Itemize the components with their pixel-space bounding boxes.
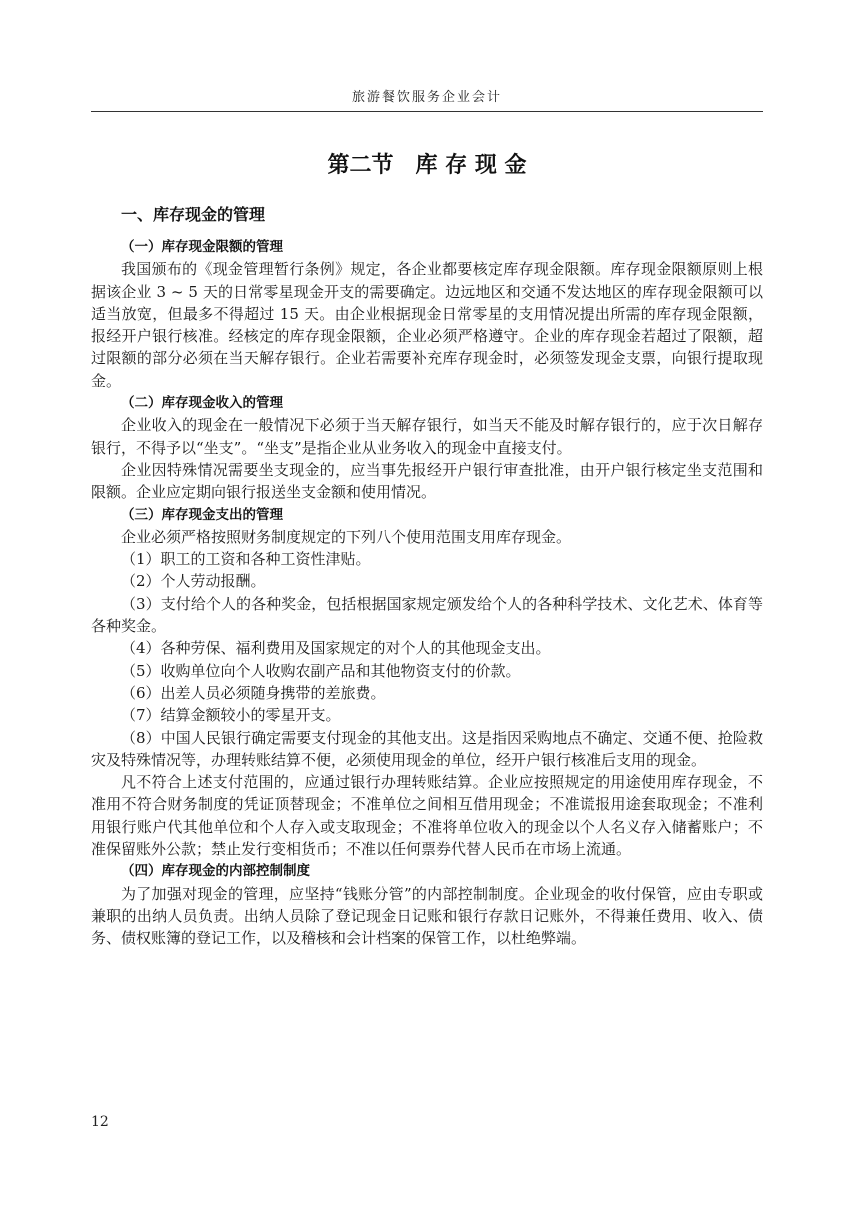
list-item: （4）各种劳保、福利费用及国家规定的对个人的其他现金支出。: [121, 639, 551, 658]
section-title: [91, 148, 763, 179]
paragraph: 凡不符合上述支付范围的，应通过银行办理转账结算。企业应按照规定的用途使用库存现金，不准用不符合财务制度的凭证顶替现金；不准单位之间相互借用现金；不准谎报用途套取现金；不准利用银行账户代其他单位和个人存入或支取现金；不准将单位收入的现金以个人名义存入储蓄账户；不准保留账外公款；禁止发行变相货币；不准以任何票券代替人民币在市场上流通。: [91, 773, 763, 859]
list-item: （5）收购单位向个人收购农副产品和其他物资支付的价款。: [121, 661, 521, 680]
section-name: 库 存 现 金: [415, 153, 527, 178]
subheading-cash-receipts: （二）库存现金收入的管理: [121, 395, 283, 412]
body-text: [91, 236, 763, 950]
subheading-cash-payments: （三）库存现金支出的管理: [121, 506, 283, 523]
list-item: （6）出差人员必须随身携带的差旅费。: [121, 683, 386, 702]
header-rule: [91, 111, 763, 112]
subheading-internal-control: （四）库存现金的内部控制制度: [121, 863, 310, 880]
paragraph: 企业收入的现金在一般情况下必须于当天解存银行，如当天不能及时解存银行的，应于次日解存银行，不得予以“坐支”。“坐支”是指企业从业务收入的现金中直接支付。: [91, 416, 763, 457]
running-header: 旅游餐饮服务企业会计: [351, 90, 502, 105]
list-item: （8）中国人民银行确定需要支付现金的其他支出。这是指因采购地点不确定、交通不便、抢险救灾及特殊情况等，办理转账结算不便，必须使用现金的单位，经开户银行核准后支用的现金。: [91, 728, 763, 769]
list-item: （1）职工的工资和各种工资性津贴。: [121, 550, 371, 569]
section-number: 第二节: [327, 153, 394, 178]
paragraph: 企业必须严格按照财务制度规定的下列八个使用范围支用库存现金。: [121, 527, 572, 546]
paragraph: 为了加强对现金的管理，应坚持“钱账分管”的内部控制制度。企业现金的收付保管，应由专职或兼职的出纳人员负责。出纳人员除了登记现金日记账和银行存款日记账外，不得兼任费用、收入、债务、债权账簿的登记工作，以及稽核和会计档案的保管工作，以杜绝弊端。: [91, 884, 763, 948]
page-number: 12: [91, 1114, 109, 1130]
paragraph: 我国颁布的《现金管理暂行条例》规定，各企业都要核定库存现金限额。库存现金限额原则上根据该企业 3 ~ 5 天的日常零星现金开支的需要确定。边远地区和交通不发达地区的库存现金限额可以适当放宽，但最多不得超过 15 天。由企业根据现金日常零星的支用情况提出所需的库存现金限额，报经开户银行核准。经核定的库存现金限额，企业必须严格遵守。企业的库存现金若超过了限额，超过限额的部分必须在当天解存银行。企业若需要补充库存现金时，必须签发现金支票，向银行提取现金。: [91, 260, 763, 390]
subheading-cash-limit: （一）库存现金限额的管理: [121, 239, 283, 255]
list-item: （2）个人劳动报酬。: [121, 572, 266, 591]
list-item: （7）结算金额较小的零星开支。: [121, 706, 341, 725]
list-item: （3）支付给个人的各种奖金，包括根据国家规定颁发给个人的各种科学技术、文化艺术、体育等各种奖金。: [91, 594, 763, 636]
paragraph: 企业因特殊情况需要坐支现金的，应当事先报经开户银行审查批准，由开户银行核定坐支范围和限额。企业应定期向银行报送坐支金额和使用情况。: [91, 460, 763, 502]
heading-level-1: 一、库存现金的管理: [121, 205, 266, 224]
